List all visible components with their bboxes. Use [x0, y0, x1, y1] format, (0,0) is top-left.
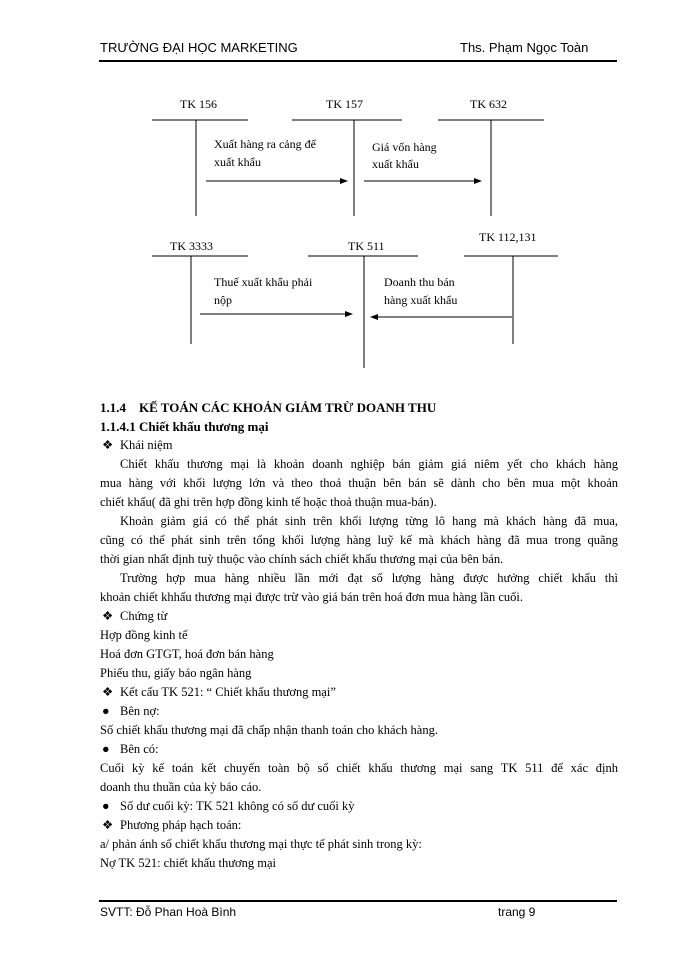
account-label: TK 156 [180, 97, 217, 111]
document-body [100, 398, 618, 873]
paragraph-line: khoản chiết khhấu thương mại được trừ vào giá bán trên hoá đơn mua hàng lần cuối. [100, 590, 524, 604]
paragraph-line: Khoản giảm giá có thể phát sinh trên khối lượng từng lô hang mà khách hàng đã mua, [120, 514, 618, 528]
list-item: Hoá đơn GTGT, hoá đơn bán hàng [100, 647, 274, 661]
footer-student: SVTT: Đỗ Phan Hoà Bình [100, 905, 237, 919]
footer-page-number: trang 9 [498, 905, 536, 919]
flow-label: Thuế xuất khẩu phải [214, 275, 313, 289]
paragraph-line: Trường hợp mua hàng nhiều lần mới đạt số lượng hàng được hưởng chiết khấu thì [120, 571, 618, 585]
bullet-so-du: ● Số dư cuối kỳ: TK 521 không có số dư cuối kỳ [100, 797, 618, 816]
list-item: Hợp đồng kinh tế [100, 628, 188, 642]
bullet-ket-cau: ❖ Kết cấu TK 521: “ Chiết khấu thương mại” [100, 683, 618, 702]
arrow-head [340, 178, 348, 184]
bullet-ben-no: ● Bên nợ: [100, 702, 618, 721]
section-heading [100, 398, 618, 417]
paragraph-line: Số chiết khấu thương mại đã chấp nhận thanh toán cho khách hàng. [100, 723, 438, 737]
flow-label: xuất khẩu [372, 157, 419, 171]
arrow-head [370, 314, 378, 320]
account-label: TK 511 [348, 239, 385, 253]
flow-label: nộp [214, 293, 232, 307]
header-school: TRƯỜNG ĐẠI HỌC MARKETING [100, 40, 298, 55]
paragraph-line: Nợ TK 521: chiết khấu thương mại [100, 856, 276, 870]
list-item: Phiếu thu, giấy báo ngân hàng [100, 666, 252, 680]
bullet-chung-tu: ❖ Chứng từ [100, 607, 618, 626]
t-account-3333 [152, 239, 248, 344]
flow-label: Doanh thu bán [384, 275, 455, 289]
bullet-phuong-phap: ❖ Phương pháp hạch toán: [100, 816, 618, 835]
dot-bullet-icon: ● [102, 704, 110, 718]
flow-label: Xuất hàng ra cảng để [214, 137, 316, 151]
flow-label: hàng xuất khẩu [384, 293, 458, 307]
subsection-heading: 1.1.4.1 Chiết khấu thương mại [100, 419, 269, 434]
accounting-t-diagram [0, 0, 700, 400]
dot-bullet-icon: ● [102, 799, 110, 813]
t-account-632 [438, 97, 544, 216]
section-title: KẾ TOÁN CÁC KHOẢN GIẢM TRỪ DOANH THU [139, 400, 437, 415]
diamond-bullet-icon: ❖ [102, 609, 114, 623]
footer-rule [99, 900, 617, 902]
account-label: TK 157 [326, 97, 363, 111]
bullet-ben-co: ● Bên có: [100, 740, 618, 759]
paragraph-line: doanh thu thuần của kỳ báo cáo. [100, 780, 262, 794]
diamond-bullet-icon: ❖ [102, 685, 114, 699]
paragraph-line: mua hàng với khối lượng lớn và theo thoả thuận bên bán sẽ dành cho bên mua một khoản [100, 476, 618, 490]
account-label: TK 112,131 [479, 230, 537, 244]
section-number: 1.1.4 [100, 400, 126, 415]
bullet-khai-niem: ❖ Khái niệm [100, 436, 618, 455]
account-label: TK 632 [470, 97, 507, 111]
header-author: Ths. Phạm Ngọc Toàn [460, 40, 589, 55]
paragraph-line: chiết khấu( đã ghi trên hợp đồng kinh tế hoặc thoả thuận mua-bán). [100, 495, 437, 509]
dot-bullet-icon: ● [102, 742, 110, 756]
diamond-bullet-icon: ❖ [102, 818, 114, 832]
arrow-head [345, 311, 353, 317]
flow-label: xuất khẩu [214, 155, 261, 169]
account-label: TK 3333 [170, 239, 213, 253]
paragraph-line: a/ phản ánh số chiết khấu thương mại thực tế phát sinh trong kỳ: [100, 837, 422, 851]
paragraph-line: Chiết khấu thương mại là khoản doanh nghiệp bán giảm giá niêm yết cho khách hàng [120, 457, 618, 471]
paragraph-line: thời gian nhất định tuỳ thuộc vào chính sách chiết khấu thương mại của bên bán. [100, 552, 504, 566]
paragraph-line: cũng có thể phát sinh trên tổng khối lượng hàng luỹ kế mà khách hàng đã mua trong quãng [100, 533, 618, 547]
arrow-head [474, 178, 482, 184]
flow-label: Giá vốn hàng [372, 140, 437, 154]
paragraph-line: Cuối kỳ kế toán kết chuyển toàn bộ số chiết khấu thương mại sang TK 511 để xác định [100, 761, 618, 775]
t-account-112-131 [464, 230, 558, 344]
diamond-bullet-icon: ❖ [102, 438, 114, 452]
